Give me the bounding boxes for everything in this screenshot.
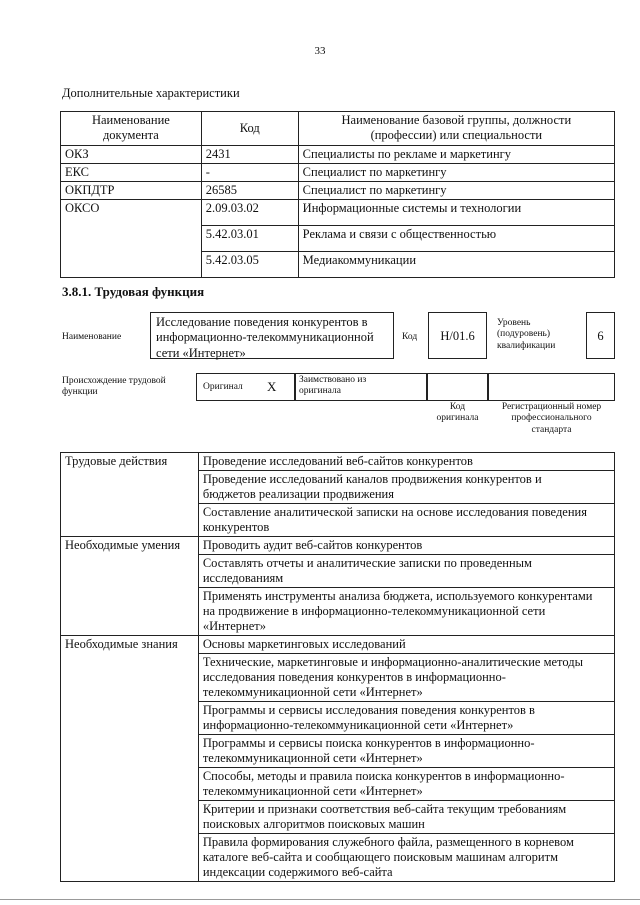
table-row [61, 200, 615, 226]
section-title: 3.8.1. Трудовая функция [62, 284, 205, 299]
code-cell: 5.42.03.01 [201, 226, 298, 252]
header-name [298, 112, 614, 146]
level-label-line: квалификации [497, 340, 556, 351]
item-line: Составлять отчеты и аналитические записки по проведенным [202, 556, 532, 570]
item-line: Проводить аудит веб-сайтов конкурентов [202, 538, 423, 552]
borrowed-label-line: оригинала [299, 386, 341, 397]
category-cell: Необходимые умения [61, 537, 199, 636]
item-line: Применять инструменты анализа бюджета, используемого конкурентами [202, 589, 593, 603]
level-label-line: Уровень [497, 318, 531, 328]
function-name-line: сети «Интернет» [156, 345, 246, 360]
original-mark: X [267, 379, 277, 394]
item-cell [198, 834, 614, 882]
function-row [61, 453, 615, 471]
page-number: 33 [314, 45, 326, 57]
header-name-line: (профессии) или специальности [370, 128, 543, 143]
item-cell [198, 801, 614, 834]
item-line: Проведение исследований веб-сайтов конкурентов [202, 454, 473, 468]
header-doc-line: документа [102, 128, 159, 143]
item-line: Технические, маркетинговые и информационно-аналитические методы [202, 655, 583, 669]
item-line: Правила формирования служебного файла, размещенного в корневом [202, 835, 574, 849]
table-header-row [61, 112, 615, 146]
origin-label-line: Происхождение трудовой [62, 376, 166, 386]
reg-number-line: профессионального [511, 413, 592, 424]
item-line: исследованиям [202, 571, 284, 585]
item-line: индексации содержимого веб-сайта [202, 865, 393, 879]
item-line: Критерии и признаки соответствия веб-сайта текущим требованиям [202, 802, 567, 816]
code-original-box [427, 373, 488, 401]
reg-number-label [488, 402, 615, 436]
code-cell: - [201, 163, 298, 181]
function-row [61, 537, 615, 555]
table-row [61, 182, 615, 200]
name-cell: Медиакоммуникации [298, 252, 614, 278]
name-cell: Реклама и связи с общественностью [298, 226, 614, 252]
functions-table [60, 452, 615, 882]
item-line: поисковых алгоритмов поисковых машин [202, 817, 425, 831]
table-row [61, 163, 615, 181]
item-line: конкурентов [202, 520, 270, 534]
item-line: на продвижение в информационно-телекоммуникационной сети [202, 604, 546, 618]
function-name-line: Исследование поведения конкурентов в [156, 315, 368, 329]
reg-number-line: стандарта [531, 424, 572, 435]
code-cell: 2431 [201, 145, 298, 163]
category-cell: Трудовые действия [61, 453, 199, 537]
item-line: Программы и сервисы исследования поведения конкурентов в [202, 703, 535, 717]
header-doc-line: Наименование [91, 113, 170, 127]
borrowed-box [295, 373, 427, 401]
code-label: Код [402, 332, 418, 342]
item-line: информационно-телекоммуникационной сети «Интернет» [202, 718, 514, 732]
item-cell [198, 636, 614, 654]
item-line: Составление аналитической записки на основе исследования поведения [202, 505, 587, 519]
code-cell: 26585 [201, 182, 298, 200]
item-cell [198, 735, 614, 768]
function-name-box [150, 312, 394, 359]
item-line: Способы, методы и правила поиска конкурентов в информационно- [202, 769, 565, 783]
name-label: Наименование [62, 332, 122, 342]
item-line: Программы и сервисы поиска конкурентов в информационно- [202, 736, 535, 750]
item-cell [198, 555, 614, 588]
item-cell [198, 768, 614, 801]
code-cell: 2.09.03.02 [201, 200, 298, 226]
item-cell [198, 471, 614, 504]
function-name-line: информационно-телекоммуникационной [156, 330, 374, 345]
function-row [61, 636, 615, 654]
item-cell [198, 654, 614, 702]
item-line: каталоге веб-сайта и сообщающего поисковым машинам алгоритм [202, 850, 558, 864]
item-line: телекоммуникационной сети «Интернет» [202, 685, 423, 699]
item-line: бюджетов реализации продвижения [202, 487, 394, 501]
category-cell: Необходимые знания [61, 636, 199, 882]
header-code: Код [201, 112, 298, 146]
name-cell: Специалисты по рекламе и маркетингу [298, 145, 614, 163]
header-doc [61, 112, 202, 146]
doc-cell: ЕКС [61, 163, 202, 181]
additional-characteristics-table [60, 111, 615, 278]
doc-cell: ОКСО [61, 200, 202, 278]
code-original-line: Код [449, 402, 466, 412]
origin-label [62, 376, 166, 399]
level-label [497, 318, 555, 352]
original-box [196, 373, 295, 401]
name-cell: Информационные системы и технологии [298, 200, 614, 226]
original-label: Оригинал [203, 382, 243, 392]
additional-characteristics-title: Дополнительные характеристики [62, 86, 240, 100]
item-line: «Интернет» [202, 619, 267, 633]
function-code: H/01.6 [428, 312, 487, 359]
doc-cell: ОКЗ [61, 145, 202, 163]
doc-cell: ОКПДТР [61, 182, 202, 200]
item-cell [198, 588, 614, 636]
item-cell [198, 504, 614, 537]
level-label-line: (подуровень) [497, 329, 551, 340]
reg-number-line: Регистрационный номер [501, 402, 602, 412]
code-original-line: оригинала [436, 413, 479, 424]
page-bottom-rule [0, 899, 640, 900]
table-row [61, 145, 615, 163]
item-line: Проведение исследований каналов продвижения конкурентов и [202, 472, 542, 486]
code-cell: 5.42.03.05 [201, 252, 298, 278]
item-line: телекоммуникационной сети «Интернет» [202, 751, 423, 765]
header-name-line: Наименование базовой группы, должности [341, 113, 572, 127]
item-cell [198, 537, 614, 555]
name-cell: Специалист по маркетингу [298, 182, 614, 200]
code-original-label [427, 402, 488, 425]
borrowed-label-line: Заимствовано из [299, 375, 367, 385]
item-cell [198, 702, 614, 735]
qualification-level: 6 [586, 312, 615, 359]
reg-number-box [488, 373, 615, 401]
origin-label-line: функции [62, 387, 98, 398]
item-cell [198, 453, 614, 471]
name-cell: Специалист по маркетингу [298, 163, 614, 181]
item-line: телекоммуникационной сети «Интернет» [202, 784, 423, 798]
item-line: исследования поведения конкурентов в информационно- [202, 670, 506, 684]
item-line: Основы маркетинговых исследований [202, 637, 406, 651]
